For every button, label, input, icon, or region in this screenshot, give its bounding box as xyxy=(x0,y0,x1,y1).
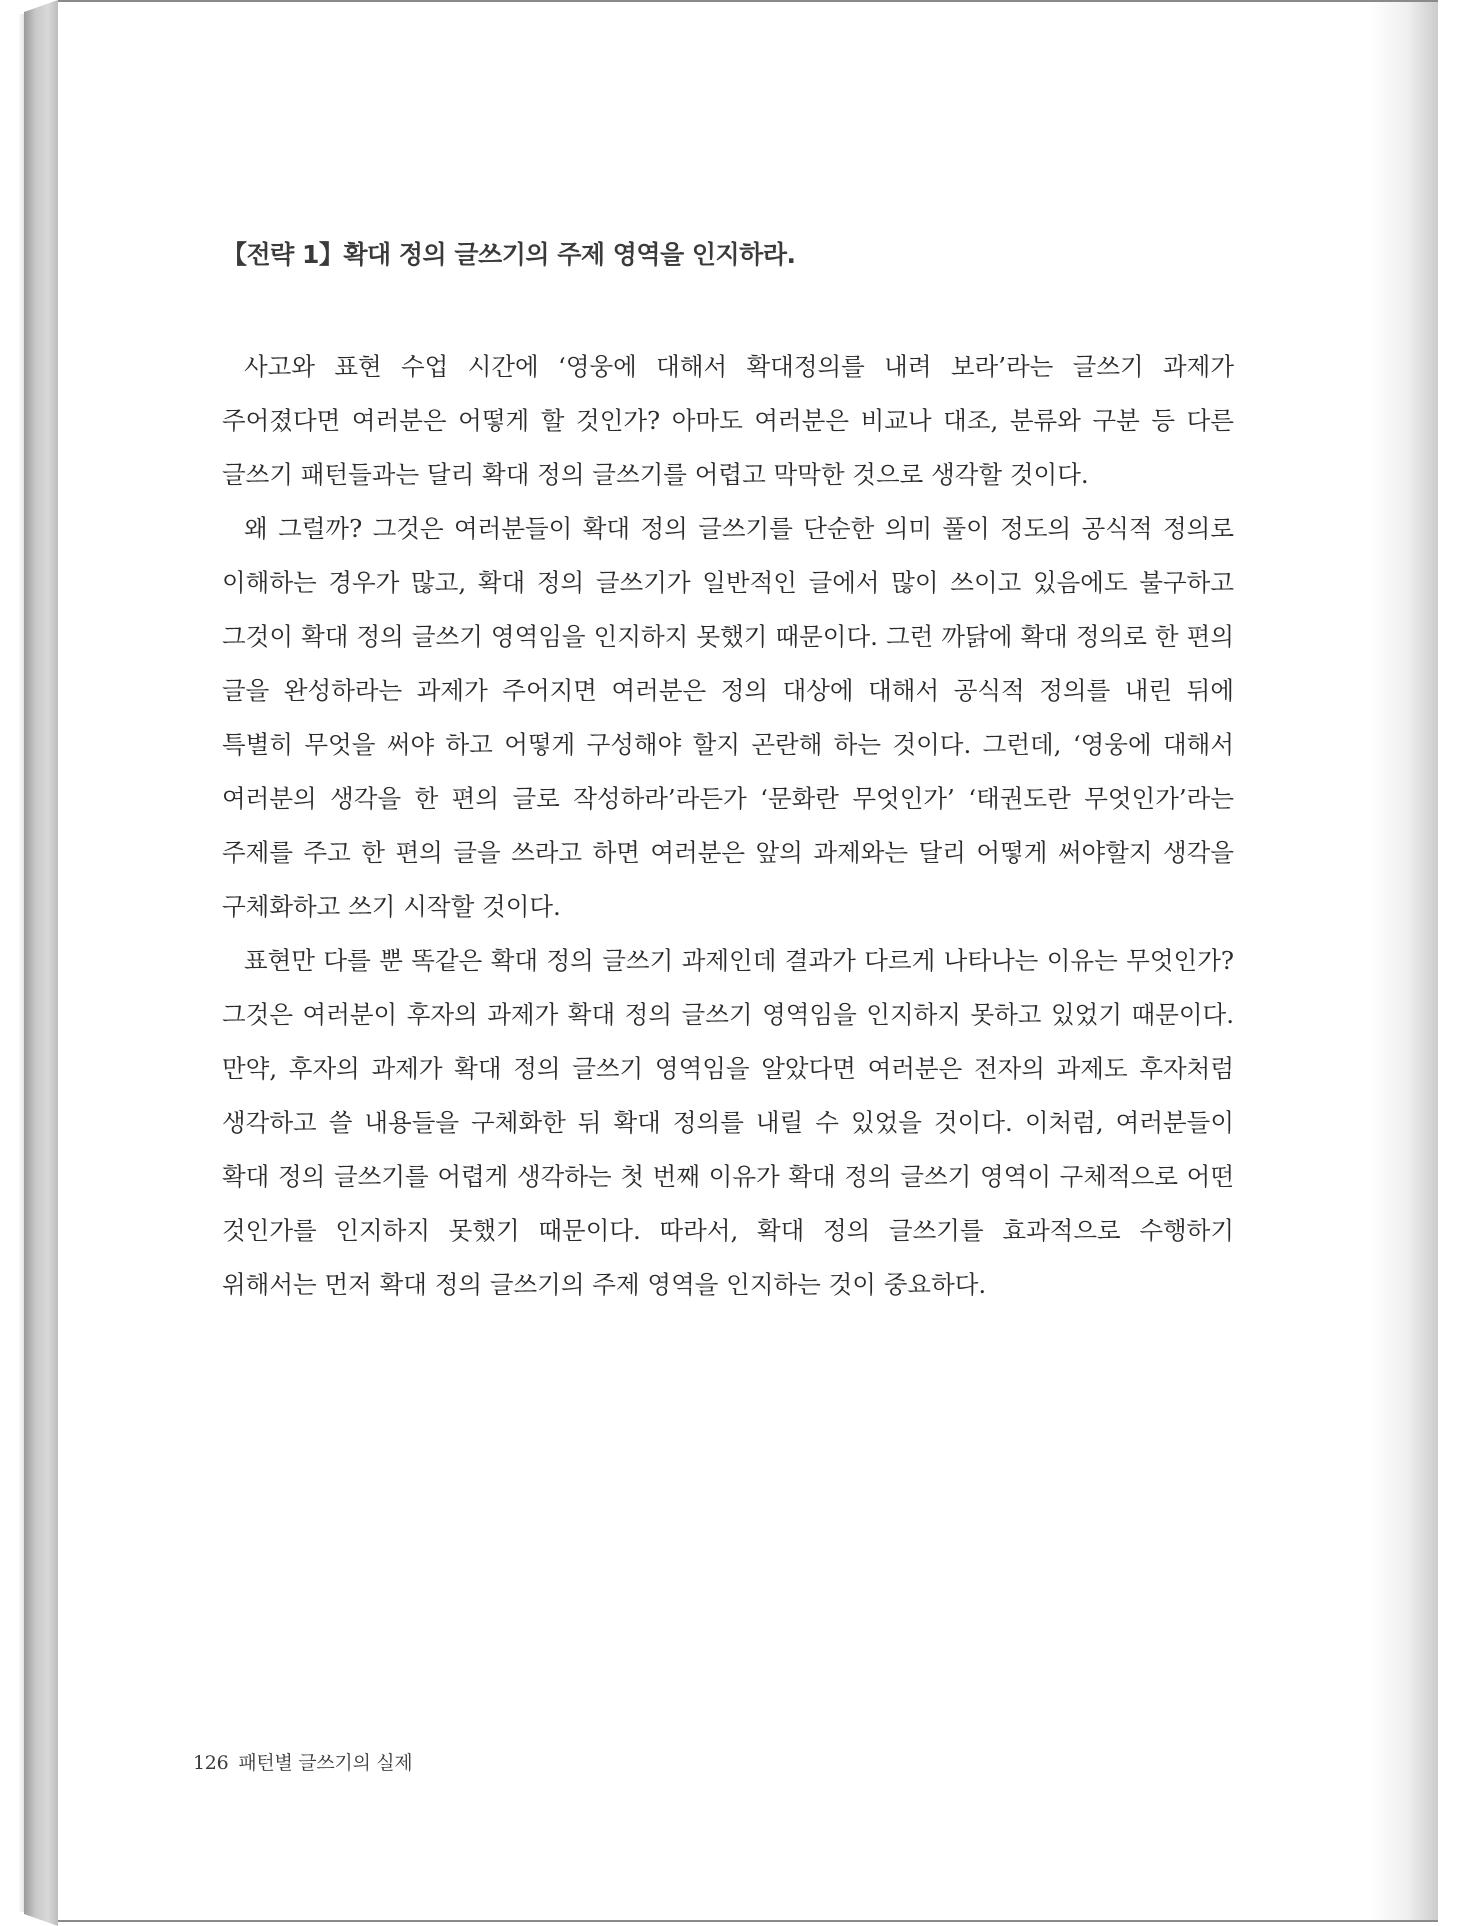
paragraph-1: 사고와 표현 수업 시간에 ‘영웅에 대해서 확대정의를 내려 보라’라는 글쓰기 과제가 주어졌다면 여러분은 어떻게 할 것인가? 아마도 여러분은 비교나 대조, 분류와 구분 등 다른 글쓰기 패턴들과는 달리 확대 정의 글쓰기를 어렵고 막막한 것으로 생각할 것이다. xyxy=(222,352,1234,489)
page-content xyxy=(222,232,1234,1312)
paragraph-2: 왜 그럴까? 그것은 여러분들이 확대 정의 글쓰기를 단순한 의미 풀이 정도의 공식적 정의로 이해하는 경우가 많고, 확대 정의 글쓰기가 일반적인 글에서 많이 쓰이고 있음에도 불구하고 그것이 확대 정의 글쓰기 영역임을 인지하지 못했기 때문이다. 그런 까닭에 확대 정의로 한 편의 글을 완성하라는 과제가 주어지면 여러분은 정의 대상에 대해서 공식적 정의를 내린 뒤에 특별히 무엇을 써야 하고 어떻게 구성해야 할지 곤란해 하는 것이다. 그런데, ‘영웅에 대해서 여러분의 생각을 한 편의 글로 작성하라’라든가 ‘문화란 무엇인가’ ‘태권도란 무엇인가’라는 주제를 주고 한 편의 글을 쓰라고 하면 여러분은 앞의 과제와는 달리 어떻게 써야할지 생각을 구체화하고 쓰기 시작할 것이다. xyxy=(222,514,1234,921)
page-footer xyxy=(193,1748,412,1775)
book-spine xyxy=(24,0,58,1926)
section-heading: 【전략 1】확대 정의 글쓰기의 주제 영역을 인지하라. xyxy=(222,240,796,269)
page-edge-shadow xyxy=(1368,2,1438,1920)
page-number: 126 xyxy=(193,1752,229,1774)
running-title: 패턴별 글쓰기의 실제 xyxy=(238,1752,413,1774)
paragraph-3: 표현만 다를 뿐 똑같은 확대 정의 글쓰기 과제인데 결과가 다르게 나타나는 이유는 무엇인가? 그것은 여러분이 후자의 과제가 확대 정의 글쓰기 영역임을 인지하지 못하고 있었기 때문이다. 만약, 후자의 과제가 확대 정의 글쓰기 영역임을 알았다면 여러분은 전자의 과제도 후자처럼 생각하고 쓸 내용들을 구체화한 뒤 확대 정의를 내릴 수 있었을 것이다. 이처럼, 여러분들이 확대 정의 글쓰기를 어렵게 생각하는 첫 번째 이유가 확대 정의 글쓰기 영역이 구체적으로 어떤 것인가를 인지하지 못했기 때문이다. 따라서, 확대 정의 글쓰기를 효과적으로 수행하기 위해서는 먼저 확대 정의 글쓰기의 주제 영역을 인지하는 것이 중요하다. xyxy=(222,946,1234,1299)
body-text xyxy=(222,340,1234,1312)
